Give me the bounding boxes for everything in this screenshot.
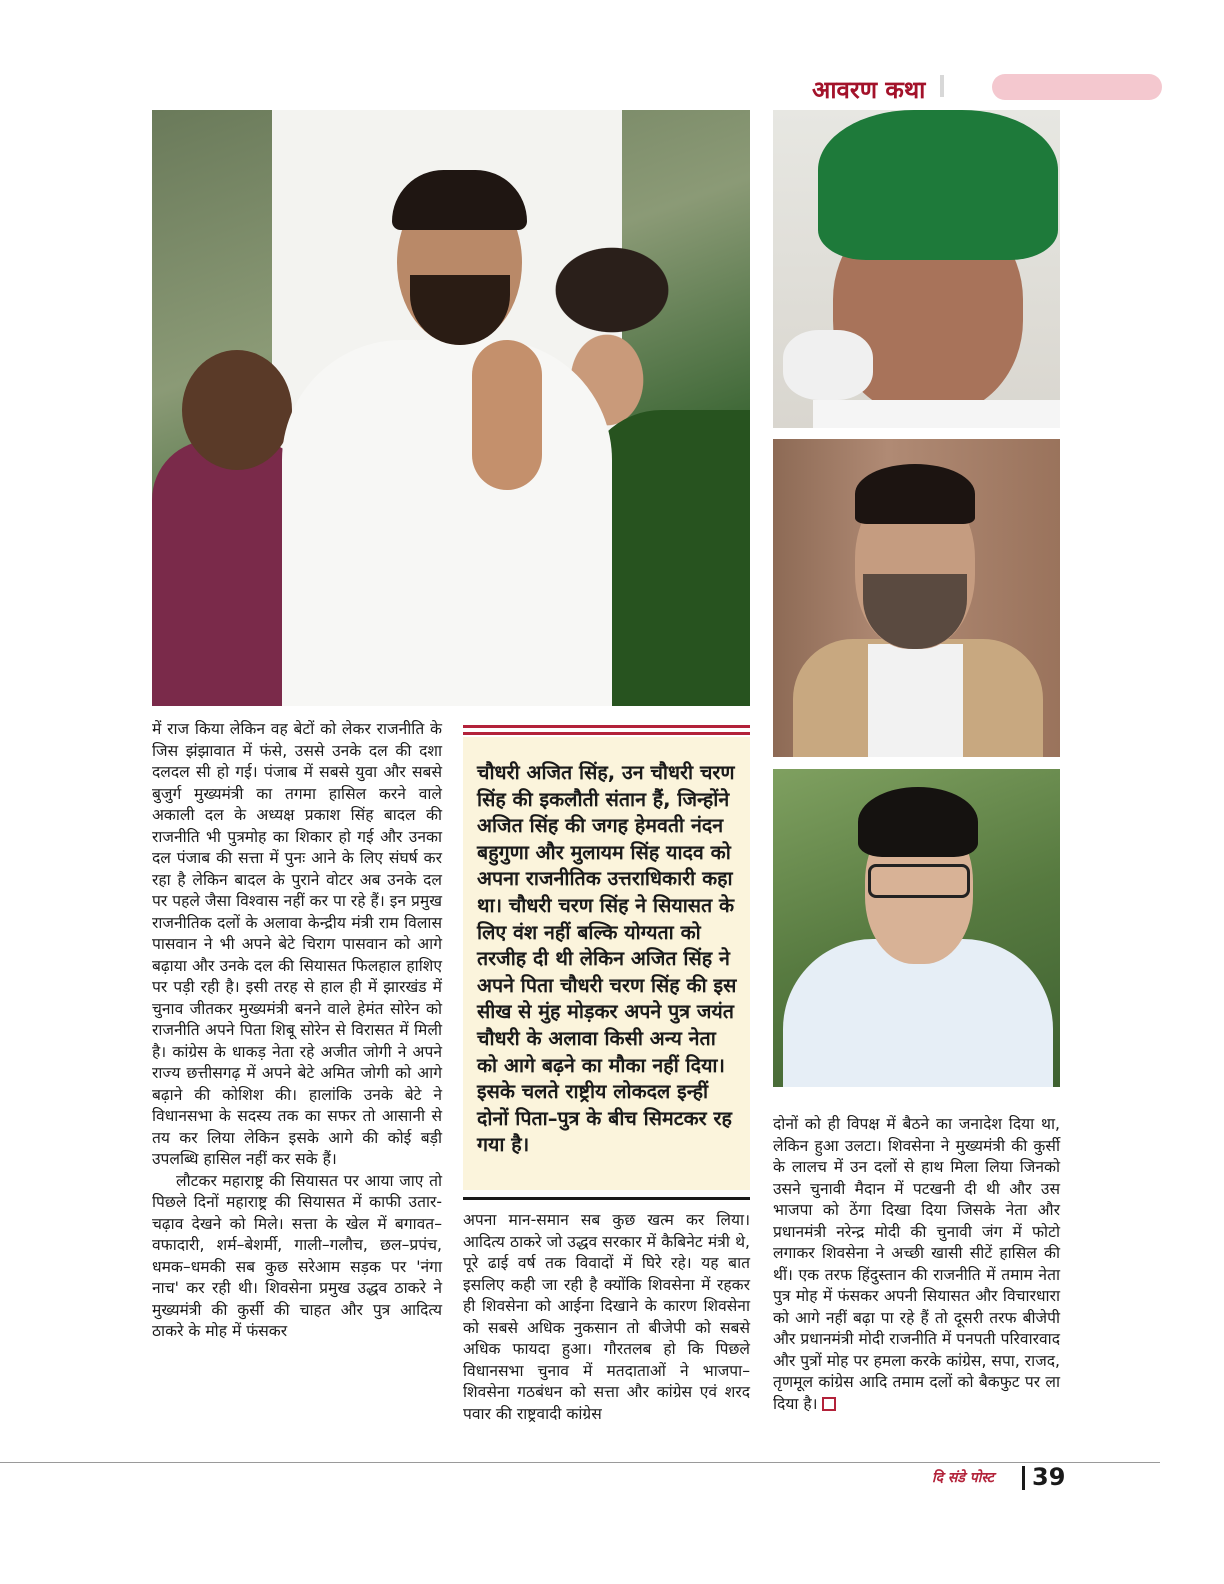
header-decoration-pill: [992, 74, 1162, 100]
column-3-text: दोनों को ही विपक्ष में बैठने का जनादेश दिया था, लेकिन हुआ उलटा। शिवसेना ने मुख्यमंत्री की कुर्सी के लालच में उन दलों से हाथ मिला लिया जिनको उसने चुनावी मैदान में पटखनी दी थी और उस भाजपा को ठेंगा दिखा दिया जिसके नेता और प्रधानमंत्री नरेन्द्र मोदी की चुनावी जंग में फोटो लगाकर शिवसेना ने अच्छी खासी सीटें हासिल की थीं। एक तरफ हिंदुस्तान की राजनीति में तमाम नेता पुत्र मोह में फंसकर अपनी सियासत और विचारधारा को आगे नहीं बढ़ा पा रहे हैं तो दूसरी तरफ बीजेपी और प्रधानमंत्री मोदी राजनीति में पनपती परिवारवाद और पुत्रों मोह पर हमला करके कांग्रेस, सपा, राजद, तृणमूल कांग्रेस आदि तमाम दलों को बैकफुट पर ला दिया है।: [773, 1115, 1060, 1413]
column-1-paragraph-2: लौटकर महाराष्ट्र की सियासत पर आया जाए तो पिछले दिनों महाराष्ट्र की सियासत में काफी उतार-चढ़ाव देखने को मिले। सत्ता के खेल में बगावत–वफादारी, शर्म–बेशर्मी, गाली–गलौच, छल–प्रपंच, धमक–धमकी सब कुछ सरेआम सड़क पर 'नंगा नाच' कर रही थी। शिवसेना प्रमुख उद्धव ठाकरे ने मुख्यमंत्री की कुर्सी की चाहत और पुत्र आदित्य ठाकरे के मोह में फंसकर: [152, 1171, 442, 1340]
portrait-3-glasses: [868, 864, 970, 898]
portrait-1-turban: [818, 110, 1058, 260]
column-1-paragraph-1: में राज किया लेकिन वह बेटों को लेकर राजनीति के जिस झंझावात में फंसे, उससे उनके दल की दशा दलदल सी हो गई। पंजाब में सबसे युवा और सबसे बुजुर्ग मुख्यमंत्री का तगमा हासिल करने वाले अकाली दल के अध्यक्ष प्रकाश सिंह बादल की राजनीति भी पुत्रमोह का शिकार हो गई और उनका दल पंजाब की सत्ता में पुनः आने के लिए संघर्ष कर रहा है लेकिन बादल के पुराने वोटर अब उनके दल पर पहले जैसा विश्वास नहीं कर पा रहे हैं। इन प्रमुख राजनीतिक दलों के अलावा केन्द्रीय मंत्री राम विलास पासवान ने भी अपने बेटे चिराग पासवान को आगे बढ़ाया और उनके दल की सियासत फिलहाल हाशिए पर पड़ी रही है। इसी तरह से हाल ही में झारखंड में चुनाव जीतकर मुख्यमंत्री बनने वाले हेमंत सोरेन को राजनीति अपने पिता शिबू सोरेन से विरासत में मिली है। कांग्रेस के धाकड़ नेता रहे अजीत जोगी ने अपने राज्य छत्तीसगढ़ में अपने बेटे अमित जोगी को आगे बढ़ाने की कोशिश की। हालांकि उनके बेटे ने विधानसभा के सदस्य तक का सफर तो आसानी से तय कर लिया लेकिन इसके आगे की कोई बड़ी उपलब्धि हासिल नहीं कर सके हैं।: [152, 720, 442, 1168]
portrait-1-shirt: [813, 400, 1060, 428]
footer-rule: [0, 1462, 1160, 1463]
portrait-1-mask: [783, 330, 873, 400]
pull-quote-rule-top: [463, 725, 750, 728]
column-3-paragraph-1: [773, 1114, 1060, 1415]
portrait-2-beard: [863, 574, 967, 649]
end-mark-icon: [822, 1397, 836, 1411]
folded-hands: [472, 340, 542, 490]
person-body: [282, 340, 612, 706]
article-column-2: [463, 1210, 750, 1425]
portrait-photo-1: [773, 110, 1060, 428]
column-2-paragraph-1: अपना मान-समान सब कुछ खत्म कर लिया। आदित्य ठाकरे जो उद्धव सरकार में कैबिनेट मंत्री थे, पूरे ढाई वर्ष तक विवादों में घिरे रहे। यह बात इसलिए कही जा रही है क्योंकि शिवसेना में रहकर ही शिवसेना को आईना दिखाने के कारण शिवसेना को सबसे अधिक नुकसान तो बीजेपी को सबसे अधिक फायदा हुआ। गौरतलब हो कि पिछले विधानसभा चुनाव में मतदाताओं ने भाजपा–शिवसेना गठबंधन को सत्ता और कांग्रेस एवं शरद पवार की राष्ट्रवादी कांग्रेस: [463, 1211, 750, 1423]
section-title: आवरण कथा: [812, 76, 926, 104]
pull-quote-text: चौधरी अजित सिंह, उन चौधरी चरण सिंह की इकलौती संतान हैं, जिन्होंने अजित सिंह की जगह हेमवती नंदन बहुगुणा और मुलायम सिंह यादव को अपना राजनीतिक उत्तराधिकारी कहा था। चौधरी चरण सिंह ने सियासत के लिए वंश नहीं बल्कि योग्यता को तरजीह दी थी लेकिन अजित सिंह ने अपने पिता चौधरी चरण सिंह की इस सीख से मुंह मोड़कर अपने पुत्र जयंत चौधरी के अलावा किसी अन्य नेता को आगे बढ़ने का मौका नहीं दिया। इसके चलते राष्ट्रीय लोकदल इन्हीं दोनों पिता–पुत्र के बीच सिमटकर रह गया है।: [477, 761, 737, 1157]
portrait-2-hair: [855, 464, 975, 524]
portrait-photo-2: [773, 439, 1060, 757]
person-hair: [392, 170, 527, 230]
footer-magazine-name: दि संडे पोस्ट: [932, 1470, 994, 1486]
article-column-3: [773, 1114, 1060, 1415]
portrait-3-hair: [858, 787, 978, 857]
section-divider: [940, 75, 944, 97]
pull-quote-rule-bottom: [463, 1197, 750, 1200]
main-photo: [152, 110, 750, 706]
article-column-1: [152, 719, 442, 1343]
page-number: 39: [1032, 1463, 1066, 1491]
footer-divider: [1022, 1466, 1025, 1490]
pull-quote-rule-top-2: [463, 732, 750, 735]
portrait-2-shirt: [868, 644, 963, 757]
portrait-photo-3: [773, 769, 1060, 1087]
person-beard: [410, 275, 510, 345]
bg-person-head: [182, 350, 292, 470]
